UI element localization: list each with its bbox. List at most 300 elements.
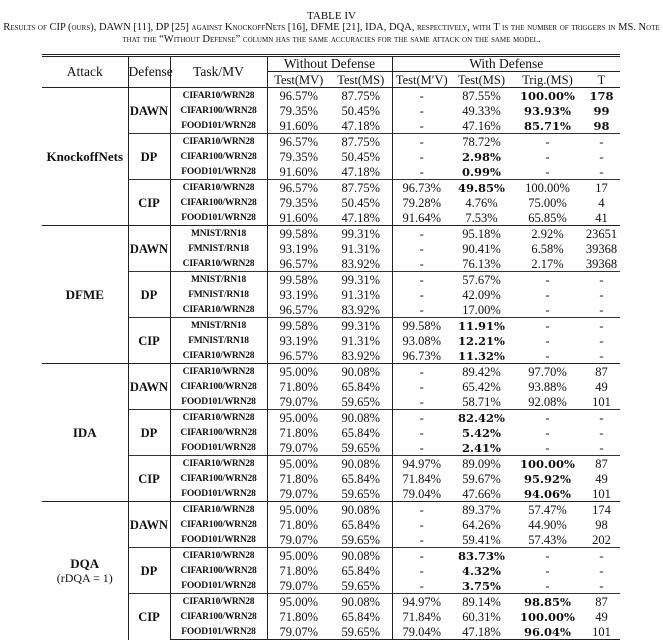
cell-test-ms: 87.75% (330, 134, 392, 150)
cell-trig-ms: - (545, 578, 550, 593)
cell-trig-ms: 57.47% (512, 502, 583, 518)
table-row (42, 410, 620, 426)
cell-test-ms: 65.84% (341, 517, 381, 532)
cell-test-ms: 90.08% (330, 594, 392, 610)
cell-test-mv: 93.19% (267, 287, 330, 302)
cell-trig-ms: 93.88% (528, 379, 567, 394)
cell-test-mv-prime: 91.64% (392, 210, 451, 226)
cell-trig-ms: 92.08% (528, 394, 567, 409)
table-row (42, 364, 620, 380)
task-model: CIFAR10/WRN28 (170, 456, 267, 472)
cell-test-ms-defended: 64.26% (462, 517, 501, 532)
task-model: CIFAR10/WRN28 (170, 548, 267, 564)
cell-test-mv: 79.07% (267, 624, 330, 640)
cell-test-mv: 99.58% (267, 318, 330, 334)
cell-test-mv: 79.07% (267, 532, 330, 548)
cell-test-mv-prime: 79.04% (392, 624, 451, 640)
cell-trig-ms: - (545, 287, 550, 302)
attack-label: DFME (65, 286, 104, 302)
cell-t: - (583, 410, 620, 426)
cell-test-ms: 47.18% (341, 118, 381, 133)
cell-trig-ms: - (545, 563, 550, 578)
task-model: CIFAR10/WRN28 (170, 302, 267, 318)
table-row (42, 226, 620, 242)
cell-test-ms-defended: 89.14% (451, 594, 512, 610)
defense-name: CIP (128, 318, 170, 364)
header-trig-ms: Trig.(MS) (512, 72, 583, 88)
cell-test-ms-defended: 89.09% (451, 456, 512, 472)
task-model: CIFAR100/WRN28 (170, 149, 267, 164)
cell-test-ms: 65.84% (341, 609, 381, 624)
task-model: CIFAR10/WRN28 (170, 256, 267, 272)
cell-test-ms-defended: 7.53% (465, 210, 498, 225)
cell-t: - (599, 149, 604, 164)
cell-test-ms: 90.08% (330, 502, 392, 518)
cell-test-ms: 91.31% (341, 241, 381, 256)
cell-test-mv-prime: - (392, 425, 451, 440)
cell-t: - (583, 318, 620, 334)
defense-name: DAWN (128, 88, 170, 134)
cell-test-ms: 59.65% (341, 394, 381, 409)
cell-t: 49 (595, 609, 608, 624)
cell-test-ms-defended: 65.42% (462, 379, 501, 394)
table-title: TABLE IV (307, 10, 356, 22)
attack-name (42, 88, 128, 226)
task-model: CIFAR10/WRN28 (170, 410, 267, 426)
cell-trig-ms: - (512, 134, 583, 150)
cell-test-mv-prime: - (392, 149, 451, 164)
cell-test-mv: 91.60% (267, 164, 330, 180)
cell-test-mv: 93.19% (267, 333, 330, 348)
cell-test-ms-defended: 2.41% (462, 440, 501, 455)
cell-test-mv: 79.35% (267, 149, 330, 164)
cell-test-ms-defended: 47.66% (462, 486, 501, 501)
table-row (42, 318, 620, 334)
cell-t: 87 (583, 456, 620, 472)
cell-test-ms: 83.92% (341, 348, 381, 363)
cell-test-ms-defended: 0.99% (462, 164, 501, 179)
cell-test-ms-defended: 90.41% (462, 241, 501, 256)
cell-t: - (599, 563, 604, 578)
cell-test-mv: 99.58% (267, 226, 330, 242)
cell-test-mv-prime: - (392, 440, 451, 456)
cell-test-ms: 90.08% (330, 456, 392, 472)
cell-test-ms-defended: 2.98% (462, 149, 501, 164)
cell-test-ms: 99.31% (330, 318, 392, 334)
cell-t: - (583, 134, 620, 150)
defense-name: DP (128, 272, 170, 318)
cell-t: 17 (583, 180, 620, 196)
cell-t: 174 (583, 502, 620, 518)
cell-test-ms-defended: 11.91% (451, 318, 512, 334)
cell-t: 202 (592, 532, 611, 547)
cell-trig-ms: - (545, 333, 550, 348)
cell-test-mv: 91.60% (267, 118, 330, 134)
defense-name: DP (128, 134, 170, 180)
header-test-mv-prime: Test(M′V) (392, 72, 451, 88)
cell-test-ms-defended: 49.33% (462, 103, 501, 118)
task-model: CIFAR100/WRN28 (170, 517, 267, 532)
cell-test-mv-prime: - (392, 226, 451, 242)
cell-test-mv-prime: - (392, 548, 451, 564)
cell-test-mv-prime: - (392, 563, 451, 578)
cell-test-mv-prime: - (392, 394, 451, 410)
cell-test-ms: 50.45% (341, 149, 381, 164)
cell-test-ms: 59.65% (341, 578, 381, 593)
cell-test-mv: 91.60% (267, 210, 330, 226)
cell-test-ms-defended: 49.85% (451, 180, 512, 196)
cell-test-ms-defended: 89.37% (451, 502, 512, 518)
cell-test-ms: 50.45% (341, 195, 381, 210)
cell-test-mv-prime: - (392, 118, 451, 134)
cell-test-mv: 95.00% (267, 364, 330, 380)
cell-test-mv-prime: - (392, 532, 451, 548)
cell-test-ms-defended: 17.00% (462, 302, 501, 317)
attack-name (42, 364, 128, 502)
defense-name: DAWN (128, 364, 170, 410)
cell-test-ms-defended: 4.76% (465, 195, 498, 210)
cell-test-mv-prime: - (392, 103, 451, 118)
cell-trig-ms: 85.71% (524, 118, 571, 133)
table-row (42, 180, 620, 196)
cell-t: 101 (583, 624, 620, 640)
cell-test-mv: 96.57% (267, 348, 330, 364)
cell-test-ms-defended: 82.42% (451, 410, 512, 426)
task-model: CIFAR10/WRN28 (170, 364, 267, 380)
cell-t: 49 (595, 379, 608, 394)
cell-test-ms-defended: 4.32% (462, 563, 501, 578)
cell-test-ms: 59.65% (341, 486, 381, 501)
cell-test-mv-prime: - (392, 164, 451, 180)
cell-test-ms: 50.45% (341, 103, 381, 118)
cell-test-mv-prime: - (392, 364, 451, 380)
cell-trig-ms: 98.85% (512, 594, 583, 610)
table-row (42, 134, 620, 150)
cell-test-mv-prime: 94.97% (392, 594, 451, 610)
task-model: CIFAR100/WRN28 (170, 379, 267, 394)
cell-test-ms: 91.31% (341, 287, 381, 302)
cell-test-mv: 79.35% (267, 103, 330, 118)
header-t: T (583, 72, 620, 88)
cell-trig-ms: 100.00% (520, 609, 575, 624)
cell-test-mv-prime: - (392, 410, 451, 426)
cell-t: - (583, 272, 620, 288)
task-model: FOOD101/WRN28 (170, 164, 267, 180)
cell-t: - (599, 302, 604, 317)
cell-t: 101 (592, 486, 611, 501)
cell-test-ms: 90.08% (330, 364, 392, 380)
task-model: FOOD101/WRN28 (170, 118, 267, 134)
cell-test-mv: 95.00% (267, 410, 330, 426)
task-model: CIFAR100/WRN28 (170, 563, 267, 578)
cell-test-mv: 93.19% (267, 241, 330, 256)
cell-test-mv: 79.07% (267, 394, 330, 410)
cell-t: - (599, 578, 604, 593)
cell-test-ms-defended: 5.42% (462, 425, 501, 440)
cell-t: 39368 (585, 241, 618, 256)
attack-name (42, 226, 128, 364)
task-model: FMNIST/RN18 (170, 287, 267, 302)
cell-test-mv: 71.80% (267, 563, 330, 578)
cell-t: - (599, 440, 604, 455)
header-test-ms-defended: Test(MS) (451, 72, 512, 88)
cell-t: 98 (593, 118, 610, 133)
cell-test-mv: 71.80% (267, 425, 330, 440)
cell-test-ms: 47.18% (341, 210, 381, 225)
cell-trig-ms: - (545, 302, 550, 317)
cell-t: 39368 (585, 256, 618, 271)
task-model: FOOD101/WRN28 (170, 532, 267, 548)
cell-trig-ms: 65.85% (528, 210, 567, 225)
cell-test-mv: 96.57% (267, 180, 330, 196)
cell-t: 4 (598, 195, 605, 210)
cell-trig-ms: 96.04% (512, 624, 583, 640)
table-row (42, 456, 620, 472)
defense-name: DP (128, 548, 170, 594)
task-model: MNIST/RN18 (170, 318, 267, 334)
cell-test-ms: 91.31% (341, 333, 381, 348)
cell-test-ms: 90.08% (330, 548, 392, 564)
cell-t: 178 (583, 88, 620, 104)
cell-test-mv: 96.57% (267, 134, 330, 150)
cell-test-ms-defended: 89.42% (451, 364, 512, 380)
cell-t: 87 (583, 364, 620, 380)
attack-label: DQA (70, 555, 100, 571)
cell-test-mv-prime: - (392, 287, 451, 302)
cell-test-ms: 59.65% (341, 532, 381, 547)
cell-trig-ms: 100.00% (512, 456, 583, 472)
cell-test-ms: 99.31% (330, 272, 392, 288)
table-row (42, 272, 620, 288)
attack-label: IDA (72, 424, 97, 440)
cell-test-mv-prime: - (392, 302, 451, 318)
task-model: FMNIST/RN18 (170, 241, 267, 256)
cell-test-ms-defended: 87.55% (451, 88, 512, 104)
cell-test-ms-defended: 57.67% (451, 272, 512, 288)
cell-test-mv-prime: - (392, 256, 451, 272)
cell-t: 99 (593, 103, 610, 118)
cell-trig-ms: 2.17% (531, 256, 564, 271)
cell-test-mv-prime: - (392, 578, 451, 594)
cell-trig-ms: - (545, 164, 550, 179)
defense-name: CIP (128, 180, 170, 226)
header-test-ms: Test(MS) (330, 72, 392, 88)
table-row (42, 88, 620, 104)
defense-name: CIP (128, 594, 170, 640)
cell-test-ms: 65.84% (341, 379, 381, 394)
cell-test-ms: 65.84% (341, 471, 381, 486)
cell-test-ms: 59.65% (341, 440, 381, 455)
cell-t: - (599, 348, 604, 363)
cell-trig-ms: 97.70% (512, 364, 583, 380)
cell-test-ms: 47.18% (341, 164, 381, 179)
cell-test-ms-defended: 3.75% (462, 578, 501, 593)
task-model: CIFAR10/WRN28 (170, 180, 267, 196)
cell-test-mv: 95.00% (267, 548, 330, 564)
cell-trig-ms: 95.92% (524, 471, 571, 486)
cell-test-mv: 79.07% (267, 486, 330, 502)
cell-test-mv-prime: 93.08% (392, 333, 451, 348)
cell-test-mv: 79.07% (267, 440, 330, 456)
cell-t: - (599, 287, 604, 302)
task-model: FOOD101/WRN28 (170, 624, 267, 640)
caption-text: Results of CIP (ours), DAWN [11], DP [25] against KnockoffNets [16], DFME [21], IDA, DQA, respectively, with T is the number of triggers in MS. Note that the “Without Defense” column has the same accuracies for the same attack on the same model. (3, 22, 660, 45)
cell-test-mv-prime: 79.04% (392, 486, 451, 502)
cell-trig-ms: 94.06% (524, 486, 571, 501)
attack-label: KnockoffNets (46, 148, 124, 164)
cell-test-ms-defended: 47.16% (462, 118, 501, 133)
task-model: FOOD101/WRN28 (170, 210, 267, 226)
header-without-defense: Without Defense (267, 56, 392, 72)
cell-test-mv-prime: 96.73% (392, 180, 451, 196)
task-model: CIFAR100/WRN28 (170, 471, 267, 486)
cell-test-ms: 83.92% (341, 256, 381, 271)
cell-test-mv-prime: - (392, 241, 451, 256)
table-body (42, 88, 620, 640)
cell-test-ms-defended: 59.67% (462, 471, 501, 486)
cell-t: - (599, 164, 604, 179)
header-defense: Defense (128, 56, 170, 88)
cell-trig-ms: - (512, 410, 583, 426)
cell-test-ms: 65.84% (341, 425, 381, 440)
cell-test-ms: 59.65% (330, 624, 392, 640)
cell-trig-ms: 44.90% (528, 517, 567, 532)
header-task: Task/MV (170, 56, 267, 88)
cell-test-mv: 71.80% (267, 609, 330, 624)
cell-test-ms-defended: 12.21% (458, 333, 505, 348)
cell-test-ms: 65.84% (341, 563, 381, 578)
cell-test-ms: 99.31% (330, 226, 392, 242)
task-model: FMNIST/RN18 (170, 333, 267, 348)
header-test-mv: Test(MV) (267, 72, 330, 88)
cell-test-mv: 96.57% (267, 88, 330, 104)
task-model: MNIST/RN18 (170, 226, 267, 242)
cell-test-ms: 87.75% (330, 180, 392, 196)
cell-t: 23651 (583, 226, 620, 242)
cell-trig-ms: - (512, 548, 583, 564)
task-model: FOOD101/WRN28 (170, 440, 267, 456)
header-with-defense: With Defense (392, 56, 620, 72)
cell-trig-ms: 93.93% (524, 103, 571, 118)
task-model: CIFAR100/WRN28 (170, 195, 267, 210)
defense-name: DAWN (128, 226, 170, 272)
cell-test-mv-prime: 96.73% (392, 348, 451, 364)
cell-trig-ms: - (545, 149, 550, 164)
cell-test-ms: 90.08% (330, 410, 392, 426)
cell-test-mv-prime: 99.58% (392, 318, 451, 334)
task-model: CIFAR100/WRN28 (170, 609, 267, 624)
cell-t: 98 (595, 517, 608, 532)
cell-test-ms-defended: 76.13% (462, 256, 501, 271)
cell-trig-ms: - (512, 272, 583, 288)
defense-name: DP (128, 410, 170, 456)
cell-test-ms-defended: 58.71% (462, 394, 501, 409)
cell-trig-ms: 6.58% (531, 241, 564, 256)
cell-test-ms-defended: 95.18% (451, 226, 512, 242)
table-row (42, 548, 620, 564)
cell-trig-ms: - (545, 348, 550, 363)
cell-t: 49 (595, 471, 608, 486)
header-attack: Attack (42, 56, 128, 88)
cell-t: - (599, 425, 604, 440)
cell-test-ms-defended: 59.41% (462, 532, 501, 547)
cell-test-mv-prime: - (392, 502, 451, 518)
cell-test-mv: 71.80% (267, 517, 330, 532)
cell-test-mv-prime: - (392, 517, 451, 532)
task-model: CIFAR10/WRN28 (170, 88, 267, 104)
task-model: CIFAR10/WRN28 (170, 134, 267, 150)
cell-t: - (583, 548, 620, 564)
cell-test-mv: 95.00% (267, 594, 330, 610)
defense-name: DAWN (128, 502, 170, 548)
cell-test-mv-prime: - (392, 272, 451, 288)
cell-test-mv-prime: - (392, 379, 451, 394)
task-model: CIFAR100/WRN28 (170, 425, 267, 440)
task-model: CIFAR10/WRN28 (170, 594, 267, 610)
cell-test-ms: 83.92% (341, 302, 381, 317)
attack-parameter: (rDQA = 1) (56, 570, 113, 585)
cell-test-ms-defended: 42.09% (462, 287, 501, 302)
cell-test-mv: 96.57% (267, 256, 330, 272)
cell-trig-ms: - (512, 318, 583, 334)
cell-t: 87 (583, 594, 620, 610)
cell-test-ms-defended: 83.73% (451, 548, 512, 564)
cell-test-mv: 71.80% (267, 379, 330, 394)
cell-test-mv: 95.00% (267, 502, 330, 518)
defense-name: CIP (128, 456, 170, 502)
cell-test-ms-defended: 11.32% (458, 348, 505, 363)
results-table (42, 54, 620, 640)
cell-trig-ms: - (545, 440, 550, 455)
task-model: FOOD101/WRN28 (170, 486, 267, 502)
cell-test-mv-prime: - (392, 88, 451, 104)
cell-test-mv-prime: 94.97% (392, 456, 451, 472)
table-row (42, 594, 620, 610)
cell-test-mv-prime: - (392, 134, 451, 150)
table-caption (0, 0, 663, 46)
cell-trig-ms: - (545, 425, 550, 440)
cell-test-mv-prime: 79.28% (392, 195, 451, 210)
cell-test-ms-defended: 60.31% (462, 609, 501, 624)
cell-test-mv: 99.58% (267, 272, 330, 288)
cell-trig-ms: 2.92% (512, 226, 583, 242)
task-model: CIFAR100/WRN28 (170, 103, 267, 118)
cell-test-ms: 87.75% (330, 88, 392, 104)
task-model: MNIST/RN18 (170, 272, 267, 288)
cell-t: 41 (595, 210, 608, 225)
cell-test-mv: 96.57% (267, 302, 330, 318)
cell-test-mv: 95.00% (267, 456, 330, 472)
cell-test-mv-prime: 71.84% (392, 609, 451, 624)
task-model: FOOD101/WRN28 (170, 578, 267, 594)
cell-test-ms-defended: 78.72% (451, 134, 512, 150)
cell-test-ms-defended: 47.18% (451, 624, 512, 640)
attack-name (42, 502, 128, 640)
cell-t: - (599, 333, 604, 348)
table-row (42, 502, 620, 518)
cell-trig-ms: 75.00% (528, 195, 567, 210)
task-model: FOOD101/WRN28 (170, 394, 267, 410)
cell-test-mv: 79.35% (267, 195, 330, 210)
cell-trig-ms: 100.00% (512, 88, 583, 104)
cell-t: 101 (592, 394, 611, 409)
cell-test-mv: 71.80% (267, 471, 330, 486)
cell-test-mv-prime: 71.84% (392, 471, 451, 486)
task-model: CIFAR10/WRN28 (170, 502, 267, 518)
cell-test-mv: 79.07% (267, 578, 330, 594)
cell-trig-ms: 100.00% (512, 180, 583, 196)
cell-trig-ms: 57.43% (528, 532, 567, 547)
